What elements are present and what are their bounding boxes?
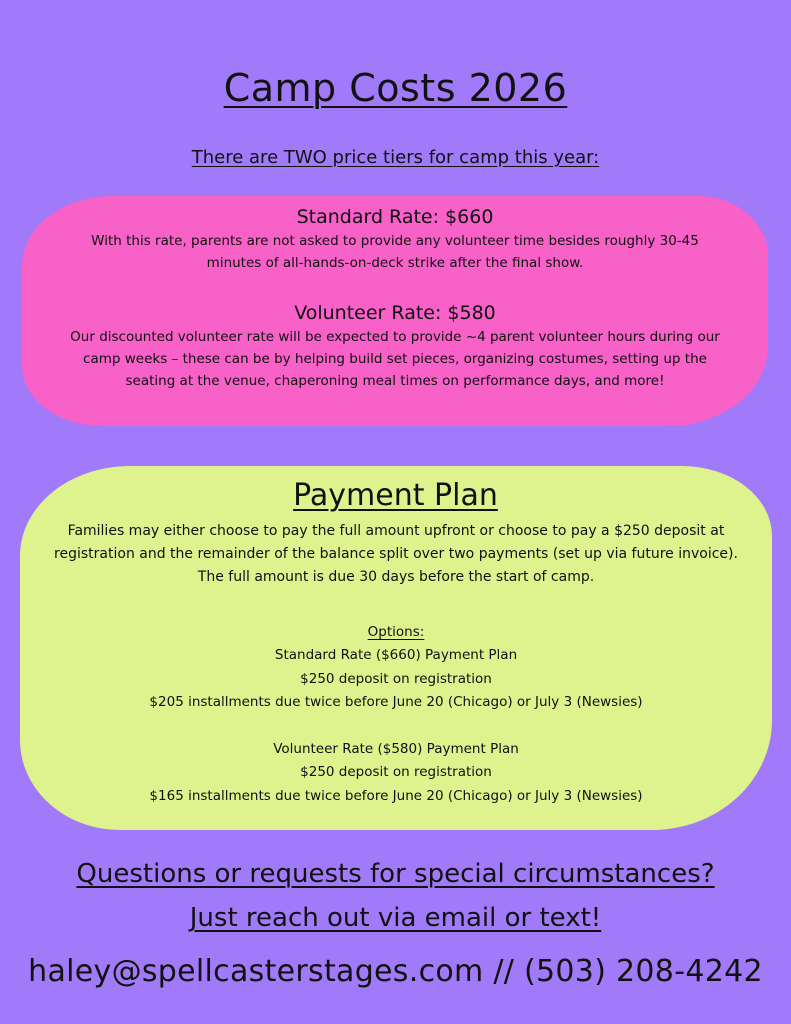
volunteer-rate-desc-line: seating at the venue, chaperoning meal times on performance days, and more! — [125, 373, 665, 389]
payment-plan-title: Payment Plan — [293, 478, 498, 513]
standard-rate-heading: Standard Rate: $660 — [296, 206, 494, 228]
volunteer-plan-line: $250 deposit on registration — [300, 764, 492, 780]
payment-plan-content — [20, 520, 772, 808]
payment-plan-desc-line: registration and the remainder of the balance split over two payments (set up via future invoice). — [54, 546, 738, 562]
volunteer-rate-desc-line: Our discounted volunteer rate will be expected to provide ~4 parent volunteer hours during our — [70, 329, 720, 345]
standard-plan-line: Standard Rate ($660) Payment Plan — [274, 647, 518, 663]
contact-info[interactable]: haley@spellcasterstages.com // (503) 208-4242 — [28, 954, 763, 989]
tier-intro: There are TWO price tiers for camp this year: — [191, 147, 600, 168]
questions-section — [0, 852, 791, 940]
questions-line: Questions or requests for special circumstances? — [76, 859, 715, 889]
payment-plan-desc-line: The full amount is due 30 days before the start of camp. — [197, 569, 595, 585]
options-label: Options: — [367, 624, 425, 640]
standard-plan-line: $205 installments due twice before June 20 (Chicago) or July 3 (Newsies) — [149, 694, 643, 710]
standard-rate-desc-line: minutes of all-hands-on-deck strike after the final show. — [206, 255, 584, 271]
reach-out-line: Just reach out via email or text! — [189, 903, 602, 933]
volunteer-rate-desc-line: camp weeks – these can be by helping build set pieces, organizing costumes, setting up the — [83, 351, 707, 367]
standard-plan-line: $250 deposit on registration — [300, 670, 492, 687]
standard-rate-desc-line: With this rate, parents are not asked to provide any volunteer time besides roughly 30-45 — [91, 233, 699, 249]
payment-plan-desc-line: Families may either choose to pay the full amount upfront or choose to pay a $250 deposit at — [67, 523, 725, 539]
volunteer-rate-heading: Volunteer Rate: $580 — [294, 302, 496, 324]
volunteer-plan-line: $165 installments due twice before June 20 (Chicago) or July 3 (Newsies) — [149, 787, 643, 804]
rates-content — [22, 204, 768, 392]
volunteer-plan-line: Volunteer Rate ($580) Payment Plan — [273, 740, 519, 757]
page-title: Camp Costs 2026 — [223, 66, 568, 110]
